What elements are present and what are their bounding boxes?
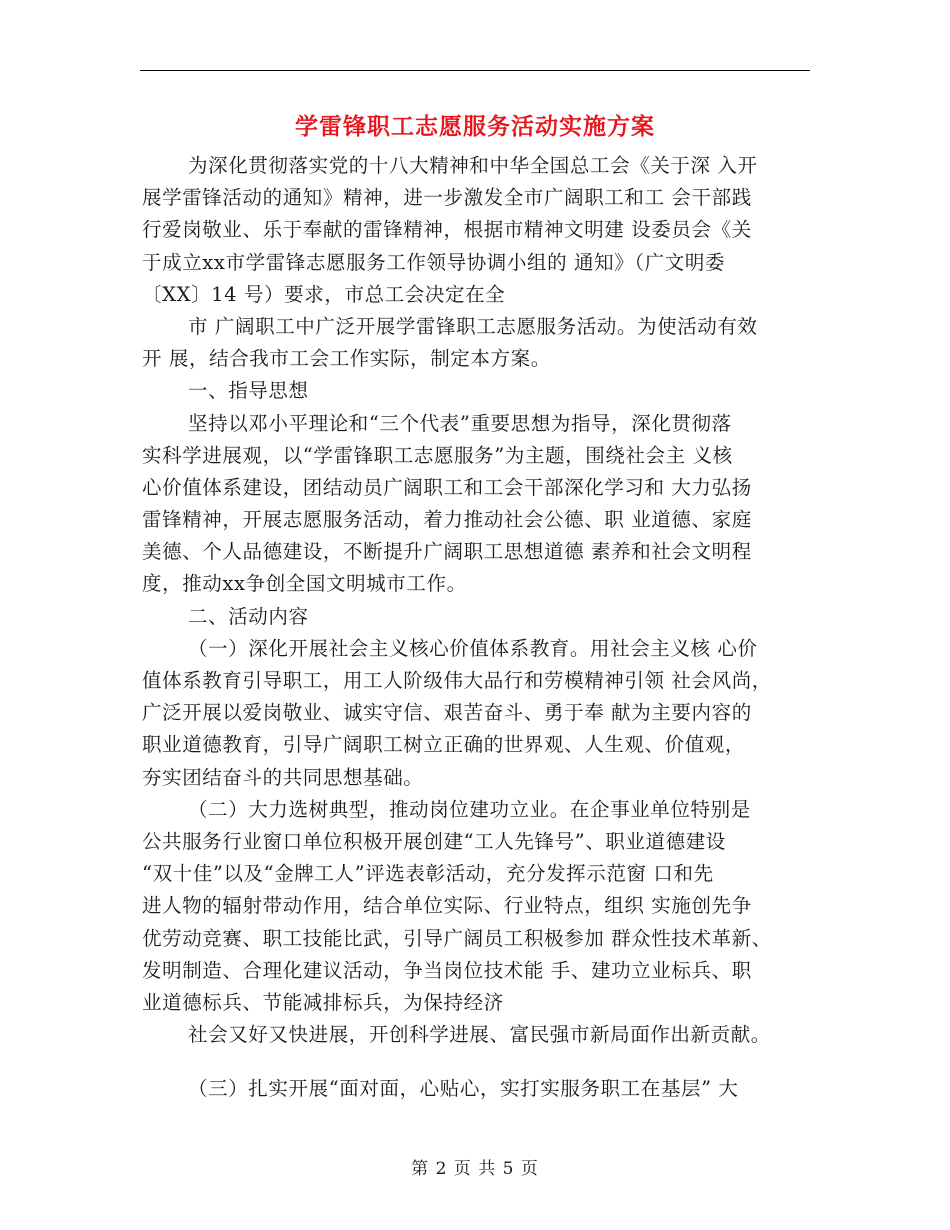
body-line: 开 展，结合我市工会工作实际，制定本方案。 (142, 347, 551, 371)
body-line: 度，推动xx争创全国文明城市工作。 (142, 572, 467, 596)
body-line: 心价值体系建设，团结动员广阔职工和工会干部深化学习和 大力弘扬 (142, 475, 752, 499)
body-line: 一、指导思想 (188, 379, 309, 403)
page-footer: 第 2 页 共 5 页 (411, 1159, 539, 1179)
document-body (142, 150, 814, 1105)
body-line: 〔XX〕14 号）要求，市总工会决定在全 (142, 282, 506, 306)
body-line: 优劳动竞赛、职工技能比武，引导广阔员工积极参加 群众性技术革新、 (142, 926, 772, 950)
body-line: 市 广阔职工中广泛开展学雷锋职工志愿服务活动。为使活动有效 (188, 314, 758, 338)
header-rule (140, 70, 810, 71)
body-line: 值体系教育引导职工，用工人阶级伟大品行和劳模精神引领 社会风尚， (142, 669, 772, 692)
body-line: 夯实团结奋斗的共同思想基础。 (142, 765, 424, 789)
body-line: （一）深化开展社会主义核心价值体系教育。用社会主义核 心价 (188, 636, 758, 660)
body-line: 业道德标兵、节能减排标兵，为保持经济 (142, 990, 504, 1014)
body-line: 二、活动内容 (188, 604, 309, 628)
body-line: 进人物的辐射带动作用，结合单位实际、行业特点，组织 实施创先争 (142, 894, 752, 918)
body-line: 实科学进展观，以“学雷锋职工志愿服务”为主题，围绕社会主 义核 (142, 443, 733, 467)
body-line: 为深化贯彻落实党的十八大精神和中华全国总工会《关于深 入开 (188, 154, 758, 177)
body-line: 社会又好又快进展，开创科学进展、富民强市新局面作出新贡献。 (188, 1023, 771, 1047)
body-line: 美德、个人品德建设，不断提升广阔职工思想道德 素养和社会文明程 (142, 540, 752, 564)
body-line: （二）大力选树典型，推动岗位建功立业。在企事业单位特别是 (188, 797, 751, 821)
body-line: （三）扎实开展“面对面，心贴心，实打实服务职工在基层” 大 (188, 1077, 739, 1101)
body-line: 职业道德教育，引导广阔职工树立正确的世界观、人生观、价值观， (142, 733, 746, 757)
body-line: 公共服务行业窗口单位积极开展创建“工人先锋号”、职业道德建设 (142, 829, 726, 853)
body-line: 行爱岗敬业、乐于奉献的雷锋精神，根据市精神文明建 设委员会《关 (142, 218, 752, 242)
body-line: 坚持以邓小平理论和“三个代表”重要思想为指导，深化贯彻落 (188, 411, 732, 435)
body-line: “双十佳”以及“金牌工人”评选表彰活动，充分发挥示范窗 口和先 (142, 862, 714, 886)
paragraph-gap (142, 1051, 814, 1073)
document-title: 学雷锋职工志愿服务活动实施方案 (295, 113, 655, 140)
body-line: 广泛开展以爱岗敬业、诚实守信、艰苦奋斗、勇于奉 献为主要内容的 (142, 701, 752, 725)
body-line: 发明制造、合理化建议活动，争当岗位技术能 手、建功立业标兵、职 (142, 958, 752, 982)
body-line: 于成立xx市学雷锋志愿服务工作领导协调小组的 通知》（广文明委 (142, 250, 726, 274)
body-line: 展学雷锋活动的通知》精神，进一步激发全市广阔职工和工 会干部践 (142, 186, 752, 210)
body-line: 雷锋精神，开展志愿服务活动，着力推动社会公德、职 业道德、家庭 (142, 508, 752, 532)
